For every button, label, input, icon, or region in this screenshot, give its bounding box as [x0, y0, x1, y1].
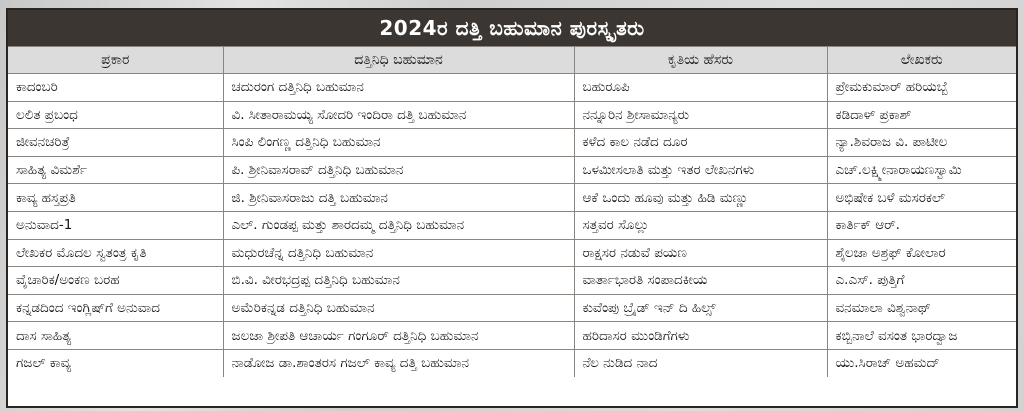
category-cell: ಕಾವ್ಯ ಹಸ್ತಪ್ರತಿ [8, 184, 223, 212]
table-title: 2024ರ ದತ್ತಿ ಬಹುಮಾನ ಪುರಸ್ಕೃತರು [8, 10, 1016, 46]
category-cell: ಲೇಖಕರ ಮೊದಲ ಸ್ವತಂತ್ರ ಕೃತಿ [8, 239, 223, 267]
award-cell: ಪಿ. ಶ್ರೀನಿವಾಸರಾವ್ ದತ್ತಿನಿಧಿ ಬಹುಮಾನ [223, 156, 574, 184]
header-row [8, 47, 1016, 74]
author-cell: ಎಚ್.ಲಕ್ಷ್ಮೀನಾರಾಯಣಸ್ವಾಮಿ [827, 156, 1016, 184]
author-cell: ಅಭಿಷೇಕ ಬಳೆ ಮಸರಕಲ್ [827, 184, 1016, 212]
table-row [8, 211, 1016, 239]
work-title-cell: ವಾರ್ತಾಭಾರತಿ ಸಂಪಾದಕೀಯ [574, 267, 827, 295]
work-title-cell: ನನ್ನೂರಿನ ಶ್ರೀಸಾಮಾನ್ಯರು [574, 101, 827, 129]
table-row [8, 184, 1016, 212]
award-cell: ನಾಡೋಜ ಡಾ.ಶಾಂತರಸ ಗಜಲ್ ಕಾವ್ಯ ದತ್ತಿ ಬಹುಮಾನ [223, 349, 574, 376]
category-cell: ದಾಸ ಸಾಹಿತ್ಯ [8, 322, 223, 350]
award-cell: ಸಿಂಪಿ ಲಿಂಗಣ್ಣ ದತ್ತಿನಿಧಿ ಬಹುಮಾನ [223, 129, 574, 157]
award-cell: ವಿ. ಸೀತಾರಾಮಯ್ಯ ಸೋದರಿ ಇಂದಿರಾ ದತ್ತಿ ಬಹುಮಾನ [223, 101, 574, 129]
work-title-cell: ಕಳೆದ ಕಾಲ ನಡೆದ ದೂರ [574, 129, 827, 157]
category-cell: ಜೀವನಚರಿತ್ರೆ [8, 129, 223, 157]
column-header-endowment-award: ದತ್ತಿನಿಧಿ ಬಹುಮಾನ [223, 47, 574, 74]
work-title-cell: ಹರಿದಾಸರ ಮುಂಡಿಗೆಗಳು [574, 322, 827, 350]
award-cell: ಜಿ. ಶ್ರೀನಿವಾಸರಾಜು ದತ್ತಿ ಬಹುಮಾನ [223, 184, 574, 212]
awards-table [8, 46, 1016, 377]
category-cell: ಗಜಲ್ ಕಾವ್ಯ [8, 349, 223, 376]
work-title-cell: ಆಕೆ ಒಂದು ಹೂವು ಮತ್ತು ಹಿಡಿ ಮಣ್ಣು [574, 184, 827, 212]
work-title-cell: ರಾಕ್ಷಸರ ನಡುವೆ ಪಯಣ [574, 239, 827, 267]
column-header-author: ಲೇಖಕರು [827, 47, 1016, 74]
category-cell: ಕನ್ನಡದಿಂದ ಇಂಗ್ಲಿಷ್‌ಗೆ ಅನುವಾದ [8, 294, 223, 322]
author-cell: ಶೈಲಜಾ ಅಶ್ರಫ್ ಕೋಲಾರ [827, 239, 1016, 267]
table-row [8, 101, 1016, 129]
table-row [8, 322, 1016, 350]
work-title-cell: ಕುವೆಂಪು ಬ್ರೈಡ್ ಇನ್ ದಿ ಹಿಲ್ಸ್ [574, 294, 827, 322]
award-cell: ಚದುರಂಗ ದತ್ತಿನಿಧಿ ಬಹುಮಾನ [223, 74, 574, 102]
work-title-cell: ಒಳಮೀಸಲಾತಿ ಮತ್ತು ಇತರ ಲೇಖನಗಳು [574, 156, 827, 184]
table-row [8, 239, 1016, 267]
table-row [8, 349, 1016, 376]
award-cell: ಬಿ.ವಿ. ವೀರಭದ್ರಪ್ಪ ದತ್ತಿನಿಧಿ ಬಹುಮಾನ [223, 267, 574, 295]
awards-card [6, 8, 1018, 408]
author-cell: ನ್ಯಾ.ಶಿವರಾಜ ವಿ. ಪಾಟೀಲ [827, 129, 1016, 157]
column-header-category: ಪ್ರಕಾರ [8, 47, 223, 74]
category-cell: ಕಾದಂಬರಿ [8, 74, 223, 102]
author-cell: ಯು.ಸಿರಾಜ್ ಅಹಮದ್ [827, 349, 1016, 376]
table-row [8, 156, 1016, 184]
category-cell: ಲಲಿತ ಪ್ರಬಂಧ [8, 101, 223, 129]
author-cell: ವನಮಾಲಾ ವಿಶ್ವನಾಥ್ [827, 294, 1016, 322]
award-cell: ಮಧುರಚೆನ್ನ ದತ್ತಿನಿಧಿ ಬಹುಮಾನ [223, 239, 574, 267]
table-row [8, 74, 1016, 102]
table-row [8, 294, 1016, 322]
table-row [8, 267, 1016, 295]
work-title-cell: ಬಹುರೂಪಿ [574, 74, 827, 102]
author-cell: ಎ.ಎಸ್. ಪುತ್ತಿಗೆ [827, 267, 1016, 295]
category-cell: ವೈಚಾರಿಕ/ಅಂಕಣ ಬರಹ [8, 267, 223, 295]
author-cell: ಕಾರ್ತಿಕ್ ಆರ್. [827, 211, 1016, 239]
category-cell: ಸಾಹಿತ್ಯ ವಿಮರ್ಶೆ [8, 156, 223, 184]
award-cell: ಅಮೆರಿಕನ್ನಡ ದತ್ತಿನಿಧಿ ಬಹುಮಾನ [223, 294, 574, 322]
table-row [8, 129, 1016, 157]
category-cell: ಅನುವಾದ-1 [8, 211, 223, 239]
author-cell: ಪ್ರೇಮಕುಮಾರ್ ಹರಿಯಬ್ಬೆ [827, 74, 1016, 102]
author-cell: ಕಬ್ಬಿನಾಲೆ ವಸಂತ ಭಾರದ್ವಾಜ [827, 322, 1016, 350]
author-cell: ಕಡಿದಾಳ್ ಪ್ರಕಾಶ್ [827, 101, 1016, 129]
award-cell: ಎಲ್. ಗುಂಡಪ್ಪ ಮತ್ತು ಶಾರದಮ್ಮ ದತ್ತಿನಿಧಿ ಬಹುಮಾನ [223, 211, 574, 239]
award-cell: ಜಲಜಾ ಶ್ರೀಪತಿ ಆಚಾರ್ಯ ಗಂಗೂರ್ ದತ್ತಿನಿಧಿ ಬಹುಮಾನ [223, 322, 574, 350]
work-title-cell: ನೆಲ ನುಡಿದ ನಾದ [574, 349, 827, 376]
work-title-cell: ಸತ್ತವರ ಸೊಲ್ಲು [574, 211, 827, 239]
column-header-work-title: ಕೃತಿಯ ಹೆಸರು [574, 47, 827, 74]
